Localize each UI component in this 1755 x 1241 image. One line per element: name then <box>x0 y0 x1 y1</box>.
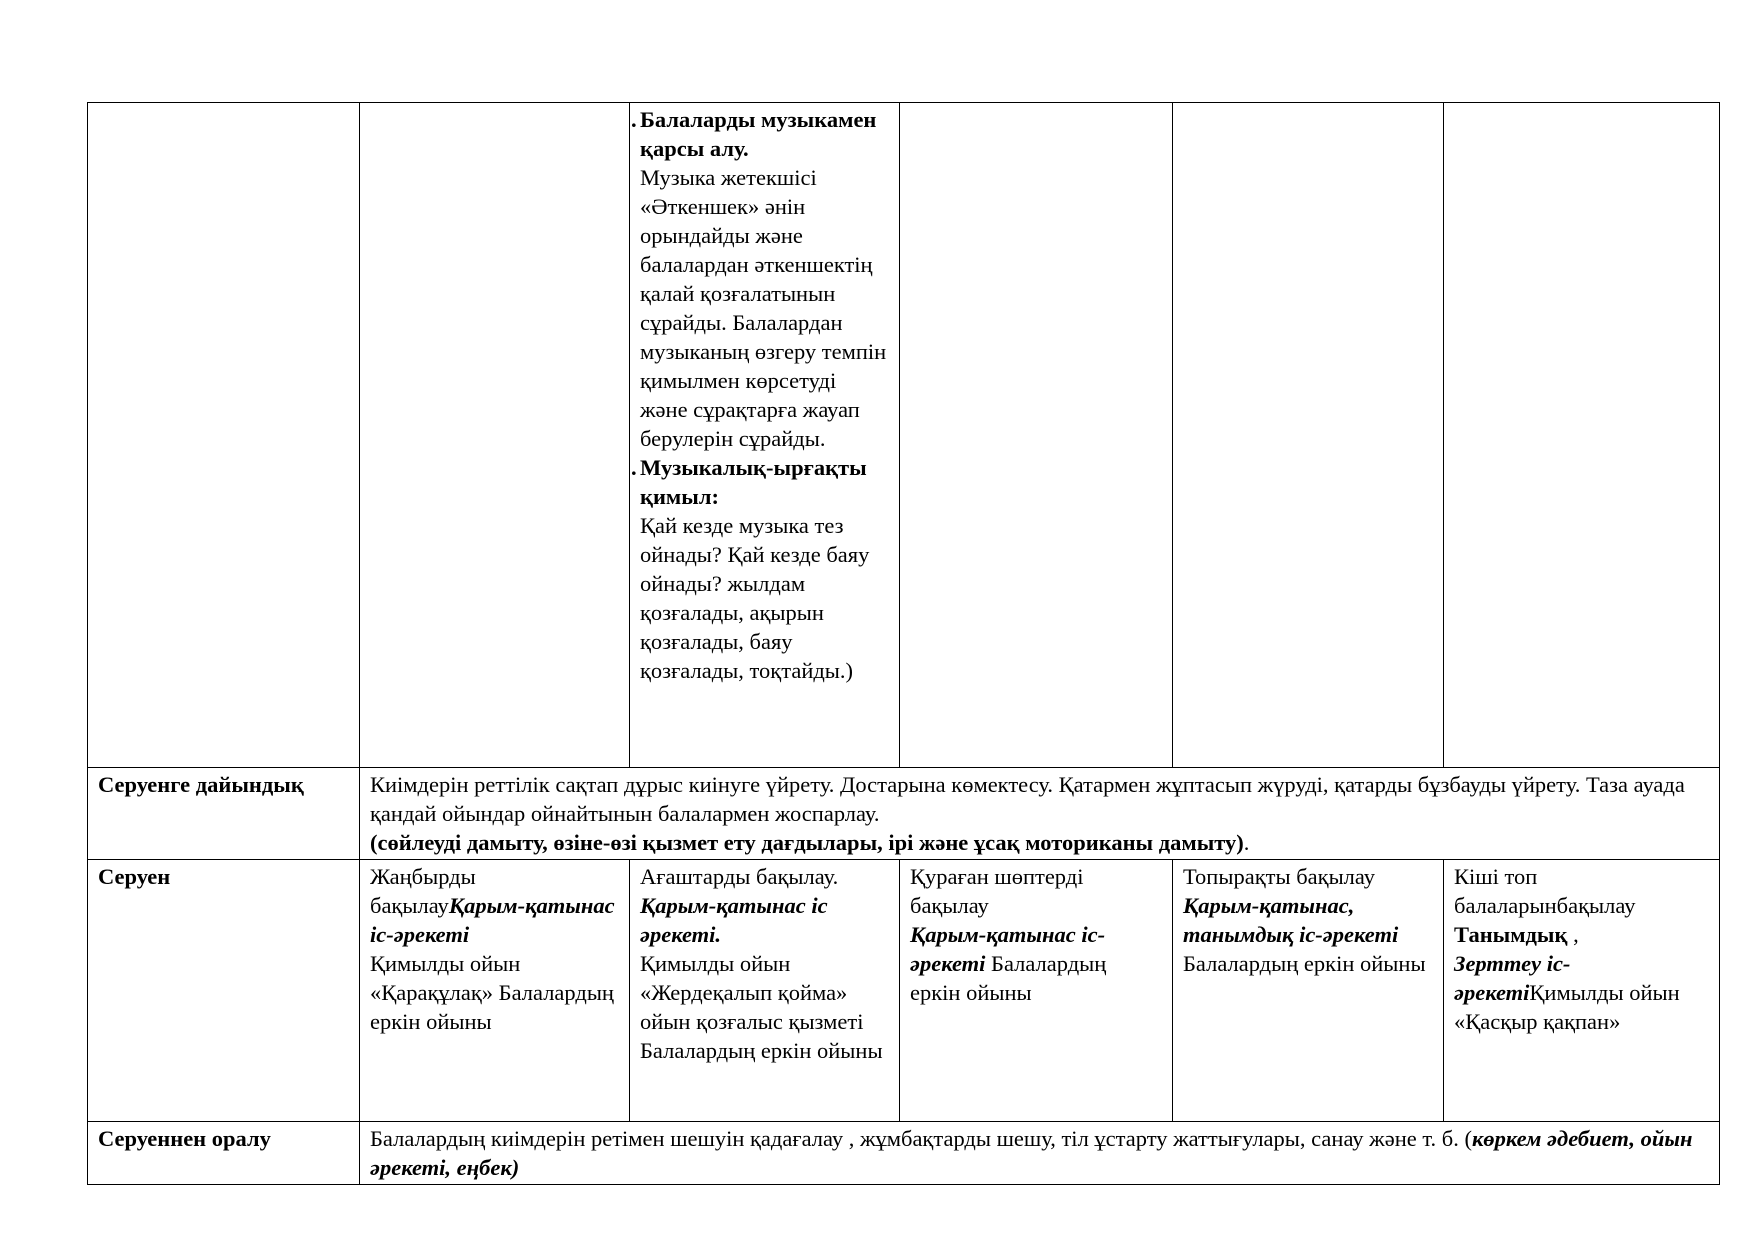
return-label: Серуеннен оралу <box>88 1122 360 1185</box>
walk-fri-game-name: «Қасқыр қақпан» <box>1454 1009 1621 1034</box>
row1-col2-cell <box>360 103 630 768</box>
return-text-cell <box>360 1122 1720 1185</box>
walk-fri-comma: , <box>1567 922 1579 947</box>
music-item-2-text: Қай кезде музыка тез ойнады? Қай кезде баяу ойнады? жылдам қозғалады, ақырын қозғалады, баяу қозғалады, тоқтайды.) <box>640 513 870 683</box>
walk-preparation-tail: . <box>1243 830 1250 855</box>
table-row-walk <box>88 860 1720 1122</box>
walk-preparation-text-cell <box>360 768 1720 860</box>
walk-tue-game: Қимылды ойын «Жердеқалып қойма» <box>640 951 848 1005</box>
walk-fri-observe: Кіші топ балаларынбақылау <box>1454 864 1636 918</box>
row1-col1-cell <box>88 103 360 768</box>
table-row-music <box>88 103 1720 768</box>
walk-thu-free-play: Балалардың еркін ойыны <box>1183 951 1426 976</box>
walk-fri-research-line <box>1454 949 1709 1007</box>
walk-mon-cell <box>360 860 630 1122</box>
row1-col5-cell <box>1173 103 1444 768</box>
walk-preparation-skills: сөйлеуді дамыту, өзіне-өзі қызмет ету дағдылары, ірі және ұсақ моториканы дамыту) <box>377 830 1244 855</box>
return-areas: көркем әдебиет, ойын әрекеті, еңбек) <box>370 1126 1693 1180</box>
walk-tue-cell <box>630 860 900 1122</box>
walk-tue-observe: Ағаштарды бақылау. <box>640 864 839 889</box>
walk-thu-activity: Қарым-қатынас, танымдық іс-әрекеті <box>1183 893 1399 947</box>
row1-col4-cell <box>900 103 1173 768</box>
walk-wed-activity: Қарым-қатынас іс-әрекеті <box>910 922 1106 976</box>
walk-preparation-bold-open: ( <box>370 830 378 855</box>
table-row-walk-preparation <box>88 768 1720 860</box>
walk-fri-cell <box>1444 860 1720 1122</box>
walk-label: Серуен <box>88 860 360 1122</box>
music-item-1-text-2: және сұрақтарға жауап берулерін сұрайды. <box>640 397 860 451</box>
walk-fri-activity: Зерттеу іс-әрекеті <box>1454 951 1571 1005</box>
row1-col3-cell <box>630 103 900 768</box>
walk-mon-observe: Жаңбырды бақылау <box>370 864 476 918</box>
walk-wed-cell <box>900 860 1173 1122</box>
music-item-2-title: . Музыкалық-ырғақты қимыл: <box>631 455 867 509</box>
table-row-return <box>88 1122 1720 1185</box>
walk-wed-observe: Қураған шөптерді бақылау <box>910 864 1084 918</box>
music-item-1-text: Музыка жетекшісі «Әткеншек» әнін орындайды және балалардан әткеншектің қалай қозғалатынын сұрайды. Балалардан музыканың өзгеру темпін қимылмен көрсетуді <box>640 165 887 393</box>
music-item-1-title: . Балаларды музыкамен қарсы алу. <box>631 107 877 161</box>
walk-thu-observe: Топырақты бақылау <box>1183 864 1376 889</box>
walk-mon-activity: Қарым-қатынас іс-әрекеті <box>370 893 615 947</box>
row1-col6-cell <box>1444 103 1720 768</box>
walk-preparation-label: Серуенге дайындық <box>88 768 360 860</box>
walk-mon-game: Қимылды ойын «Қарақұлақ» Балалардың еркін ойыны <box>370 951 614 1034</box>
daily-plan-table <box>87 102 1720 1185</box>
walk-tue-free-play: ойын қозғалыс қызметі Балалардың еркін ойыны <box>640 1009 883 1063</box>
walk-wed-free-play: Балалардың еркін ойыны <box>910 951 1107 1005</box>
walk-preparation-text: Киімдерін реттілік сақтап дұрыс киінуге үйрету. Достарына көмектесу. Қатармен жұптасып жүруді, қатарды бұзбауды үйрету. Таза ауада қандай ойындар ойнайтынын балалармен жоспарлау. <box>370 772 1685 826</box>
walk-fri-game: Қимылды ойын <box>1529 980 1680 1005</box>
walk-fri-cognitive: Танымдық <box>1454 922 1568 947</box>
walk-tue-activity: Қарым-қатынас іс әрекеті. <box>640 893 828 947</box>
walk-thu-cell <box>1173 860 1444 1122</box>
return-text: Балалардың киімдерін ретімен шешуін қадағалау , жұмбақтарды шешу, тіл ұстарту жаттығулары, санау және т. б. ( <box>370 1126 1472 1151</box>
